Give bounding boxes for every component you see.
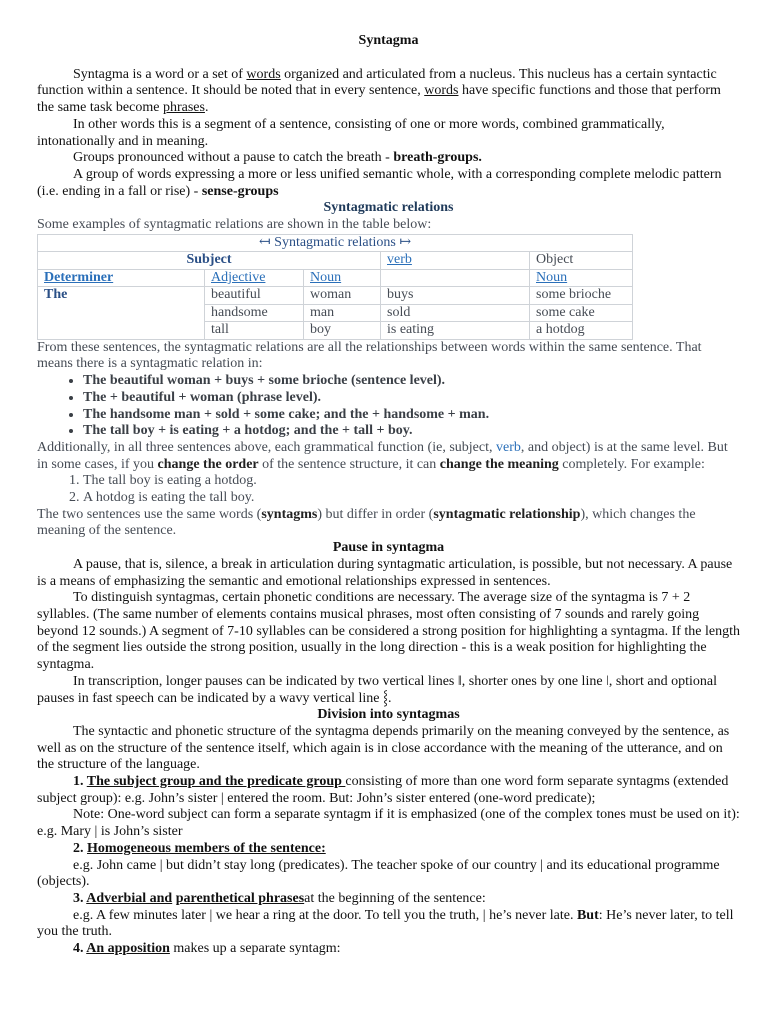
relations-after: From these sentences, the syntagmatic relations are all the relationships between words within the same sentence. That means there is a syntagmatic relation in:: [37, 339, 702, 372]
noun-link[interactable]: Noun: [310, 269, 342, 285]
pause-paragraph-2: To distinguish syntagmas, certain phonetic conditions are necessary. The average size of the syntagma is 7 + 2 syllables. (The same number of elements contains musical phrases, most often consisting of 7 sounds and rarely going beyond 12 sounds.) A segment of 7-10 syllables can be considered a strong position for highlighting a syntagma. If the length of the segment lies outside the strong position, usually in the long direction - this is a weak position for highlighting the syntagma.: [37, 590, 740, 673]
intro-paragraph-2: In other words this is a segment of a sentence, consisting of one or more words, combined grammatically, intonationally and in meaning.: [37, 116, 665, 149]
pause-paragraph-1: A pause, that is, silence, a break in articulation during syntagmatic articulation, is possible, but not necessary. A pause is a means of emphasizing the semantic and emotional relationships expressed in sentences.: [37, 556, 733, 589]
intro-paragraph-3: Groups pronounced without a pause to catch the breath - breath-groups.: [73, 150, 482, 166]
table-row: handsome man sold some cake: [38, 304, 633, 322]
relations-lead: Some examples of syntagmatic relations are shown in the table below:: [37, 217, 432, 233]
division-heading: Division into syntagmas: [317, 707, 460, 723]
syntagmatic-table: [37, 234, 633, 340]
verb-link[interactable]: verb: [387, 252, 412, 268]
words-link-2[interactable]: words: [424, 83, 459, 99]
relations-additional: Additionally, in all three sentences above, each grammatical function (ie, subject, verb, and object) is at the same level. But in some cases, if you change the order of the sentence structure, it can change the meaning completely. For example:: [37, 439, 728, 472]
example-list: [37, 473, 740, 506]
intro-paragraph-4: A group of words expressing a more or less unified semantic whole, with a corresponding complete melodic pattern (i.e. ending in a fall or rise) - sense-groups: [37, 166, 722, 199]
relations-conclusion: The two sentences use the same words (syntagms) but differ in order (syntagmatic relationship), which changes the meaning of the sentence.: [37, 506, 696, 539]
determiner-link[interactable]: Determiner: [44, 269, 114, 285]
list-item: 1. The tall boy is eating a hotdog.: [83, 473, 740, 490]
phrases-link[interactable]: phrases: [162, 100, 205, 116]
division-item-2-example: e.g. John came | but didn’t stay long (predicates). The teacher spoke of our country | and its educational programme (objects).: [37, 857, 720, 890]
verb-header: [381, 252, 530, 270]
division-item-1: 1. The subject group and the predicate group consisting of more than one word form separate syntagms (extended subject group): e.g. John’s sister | entered the room. But: John’s sister entered (one-word predicate);: [37, 774, 729, 806]
verb-inline-link[interactable]: verb: [495, 439, 521, 455]
division-item-2: 2. Homogeneous members of the sentence:: [73, 840, 326, 856]
division-item-3: 3. Adverbial and parenthetical phrasesat the beginning of the sentence:: [73, 890, 486, 906]
intro-paragraph-1: Syntagma is a word or a set of words organized and articulated from a nucleus. This nucleus has a certain syntactic function within a sentence. It should be noted that in every sentence, words have specific functions and those that perform the same task become phrases.: [37, 66, 721, 116]
list-item: • The + beautiful + woman (phrase level).: [83, 390, 740, 407]
noun-link-2[interactable]: Noun: [536, 269, 568, 285]
list-item: • The beautiful woman + buys + some brioche (sentence level).: [83, 373, 740, 390]
adjective-link[interactable]: Adjective: [211, 269, 266, 285]
page-title: Syntagma: [358, 33, 419, 48]
list-item: • The tall boy + is eating + a hotdog; and the + tall + boy.: [83, 423, 740, 440]
document-page: [37, 33, 740, 958]
division-paragraph-1: The syntactic and phonetic structure of the syntagma depends primarily on the meaning conveyed by the sentence, as well as on the structure of the sentence itself, which again is in close accordance with the meaning of the utterance, and on the structure of the language.: [37, 723, 730, 773]
relations-heading: Syntagmatic relations: [323, 200, 454, 216]
table-row: The beautiful woman buys some brioche: [38, 287, 633, 305]
division-item-3-example: e.g. A few minutes later | we hear a ring at the door. To tell you the truth, | he’s never late. But: He’s never later, to tell you the truth.: [37, 907, 734, 940]
pause-paragraph-3: In transcription, longer pauses can be indicated by two vertical lines ǁ, shorter ones by one line ǀ, short and optional pauses in fast speech can be indicated by a wavy vertical line ⸾.: [37, 673, 717, 706]
table-row: tall boy is eating a hotdog: [38, 322, 633, 340]
pause-heading: Pause in syntagma: [332, 540, 445, 556]
division-item-1-note: Note: One-word subject can form a separate syntagm if it is emphasized (one of the complex tones must be used on it): e.g. Mary | is John’s sister: [37, 807, 740, 840]
list-item: 2. A hotdog is eating the tall boy.: [83, 490, 740, 507]
object-header: Object: [530, 252, 633, 270]
words-link[interactable]: words: [246, 66, 281, 82]
bullet-list: [37, 373, 740, 440]
subject-header: Subject: [38, 252, 381, 270]
determiner-cell: The: [38, 287, 205, 340]
division-item-4: 4. An apposition makes up a separate syntagm:: [73, 941, 341, 957]
list-item: • The handsome man + sold + some cake; and the + handsome + man.: [83, 407, 740, 424]
table-caption: ↤ Syntagmatic relations ↦: [38, 234, 633, 252]
